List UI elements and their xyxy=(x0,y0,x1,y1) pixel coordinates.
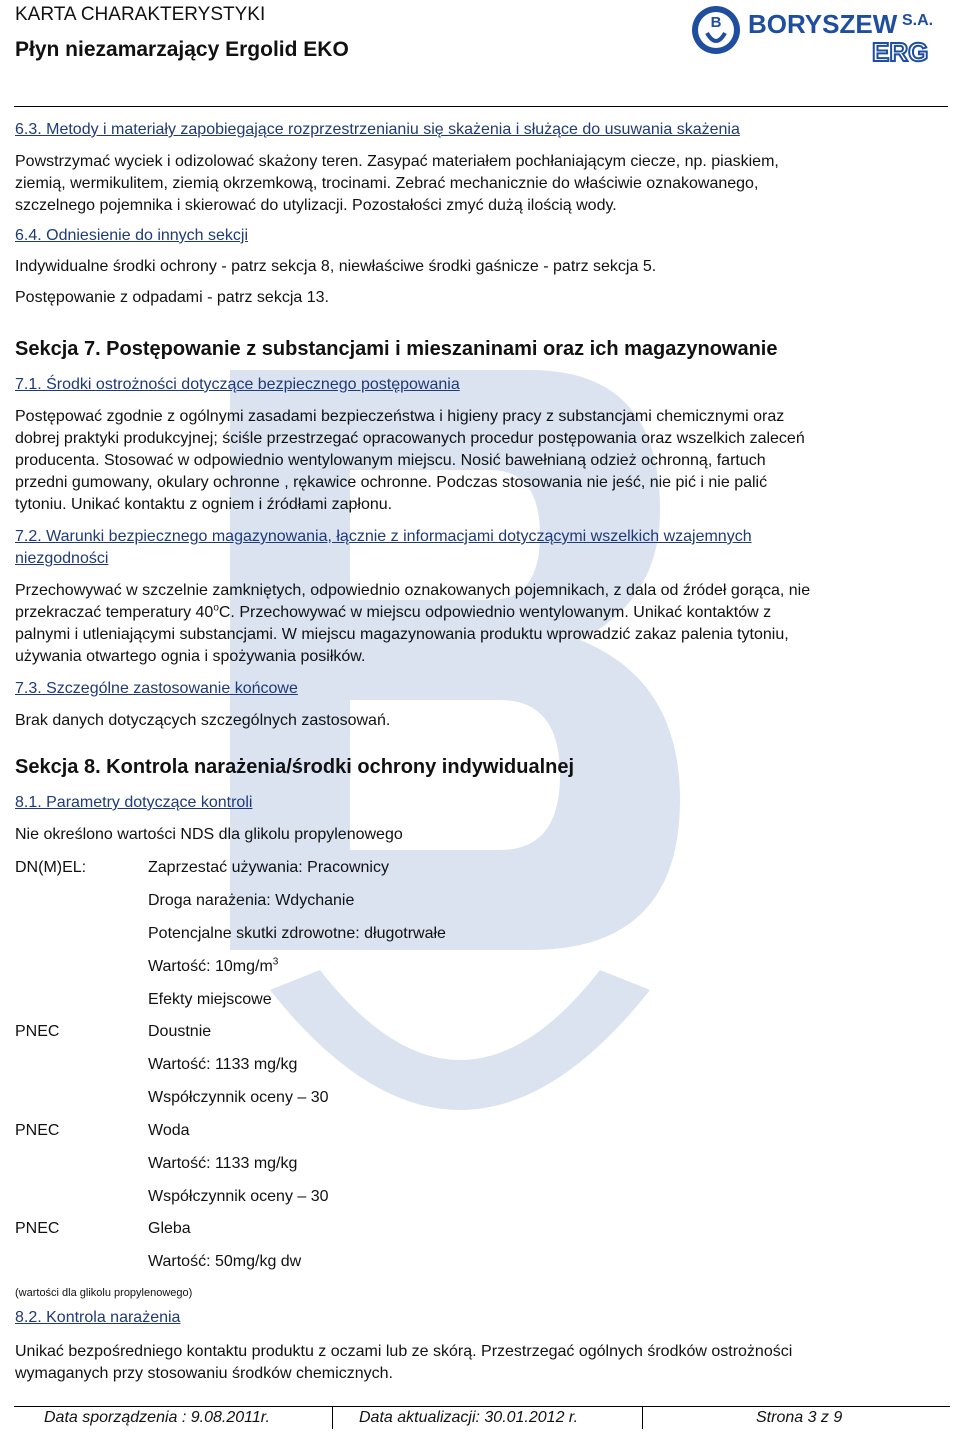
pnec-value-1: Wartość: 1133 mg/kg xyxy=(148,1056,298,1073)
s72-heading-2: niezgodności xyxy=(15,550,109,567)
s72-line-1: Przechowywać w szczelnie zamkniętych, odpowiednio oznakowanych pojemnikach, z dala od źródeł gorąca, nie xyxy=(15,582,811,599)
pnec-name-3: Gleba xyxy=(148,1220,191,1237)
s72-heading-1: 7.2. Warunki bezpiecznego magazynowania, łącznie z informacjami dotyczącymi wszelkich wzajemnych xyxy=(15,528,752,545)
section-7-title: Sekcja 7. Postępowanie z substancjami i mieszaninami oraz ich magazynowanie xyxy=(15,338,778,360)
s64-line-2: Postępowanie z odpadami - patrz sekcja 13. xyxy=(15,289,329,306)
s71-heading: 7.1. Środki ostrożności dotyczące bezpiecznego postępowania xyxy=(15,376,460,393)
dnel-wartosc: Wartość: $10mg/m^3$ xyxy=(148,956,279,975)
s71-line-1: Postępować zgodnie z ogólnymi zasadami bezpieczeństwa i higieny pracy z substancjami chemicznymi oraz xyxy=(15,408,785,425)
svg-text:B: B xyxy=(710,14,722,31)
pnec-name-2: Woda xyxy=(148,1122,190,1139)
pnec-label-2: PNEC xyxy=(15,1122,60,1139)
footer-page-number: Strona 3 z 9 xyxy=(756,1409,843,1426)
s81-intro: Nie określono wartości NDS dla glikolu propylenowego xyxy=(15,826,403,843)
s82-heading: 8.2. Kontrola narażenia xyxy=(15,1309,181,1326)
dnel-value-1: Zaprzestać używania: Pracownicy xyxy=(148,859,389,876)
s64-line-1: Indywidualne środki ochrony - patrz sekcja 8, niewłaściwe środki gaśnicze - patrz sekcja 5. xyxy=(15,258,657,275)
footer-prepared-date: Data sporządzenia : 9.08.2011r. xyxy=(44,1409,270,1426)
s64-heading: 6.4. Odniesienie do innych sekcji xyxy=(15,227,249,244)
document-type: KARTA CHARAKTERYSTYKI xyxy=(15,4,266,25)
s73-heading: 7.3. Szczególne zastosowanie końcowe xyxy=(15,680,298,697)
s71-line-3: producenta. Stosować w odpowiednio wentylowanym miejscu. Nosić bawełnianą odzież ochronną, fartuch xyxy=(15,452,766,469)
pnec-factor-1: Współczynnik oceny – 30 xyxy=(148,1089,329,1106)
dnel-label: DN(M)EL: xyxy=(15,859,87,876)
svg-text:BORYSZEW: BORYSZEW xyxy=(748,9,898,39)
pnec-name-1: Doustnie xyxy=(148,1023,212,1040)
s71-line-2: dobrej praktyki produkcyjnej; ściśle przestrzegać opracowanych procedur postępowania oraz wszelkich zaleceń xyxy=(15,430,805,447)
svg-text:S.A.: S.A. xyxy=(902,12,934,29)
s72-line-3: używania otwartego ognia i spożywania posiłków. xyxy=(15,648,366,665)
dnel-value-2: Droga narażenia: Wdychanie xyxy=(148,892,355,909)
page-footer xyxy=(14,1406,950,1428)
svg-text:ERG: ERG xyxy=(872,37,929,67)
s63-line-3: szczelnego pojemnika i skierować do utylizacji. Pozostałości zmyć dużą ilością wody. xyxy=(15,197,617,214)
footer-divider-1 xyxy=(332,1407,333,1429)
s72-line-temp: przekraczać temperatury 40$^o$C. Przechowywać w miejscu odpowiednio wentylowanym. Unikać kontaktów z xyxy=(15,602,772,621)
footer-updated-date: Data aktualizacji: 30.01.2012 r. xyxy=(359,1409,579,1426)
section-8-title: Sekcja 8. Kontrola narażenia/środki ochrony indywidualnej xyxy=(15,756,575,778)
values-note: (wartości dla glikolu propylenowego) xyxy=(15,1287,193,1299)
s71-line-5: tytoniu. Unikać kontaktu z ogniem i źródłami zapłonu. xyxy=(15,496,393,513)
pnec-value-3: Wartość: 50mg/kg dw xyxy=(148,1253,302,1270)
dnel-effects: Efekty miejscowe xyxy=(148,991,272,1008)
s71-line-4: przedni gumowany, okulary ochronne , rękawice ochronne. Podczas stosowania nie jeść, nie pić i nie palić xyxy=(15,474,768,491)
pnec-value-2: Wartość: 1133 mg/kg xyxy=(148,1155,298,1172)
footer-divider-2 xyxy=(642,1407,643,1429)
pnec-factor-2: Współczynnik oceny – 30 xyxy=(148,1188,329,1205)
s73-text: Brak danych dotyczących szczególnych zastosowań. xyxy=(15,712,391,729)
s63-heading: 6.3. Metody i materiały zapobiegające rozprzestrzenianiu się skażenia i służące do usuwania skażenia xyxy=(15,121,740,138)
dnel-value-3: Potencjalne skutki zdrowotne: długotrwałe xyxy=(148,925,446,942)
boryszew-logo xyxy=(690,3,952,67)
header-divider xyxy=(14,106,948,107)
s63-line-1: Powstrzymać wyciek i odizolować skażony teren. Zasypać materiałem pochłaniającym ciecze, np. piaskiem, xyxy=(15,153,779,170)
pnec-label-1: PNEC xyxy=(15,1023,60,1040)
s82-line-1: Unikać bezpośredniego kontaktu produktu z oczami lub ze skórą. Przestrzegać ogólnych środków ostrożności xyxy=(15,1343,793,1360)
s63-line-2: ziemią, wermikulitem, ziemią okrzemkową, trocinami. Zebrać mechanicznie do właściwie oznakowanego, xyxy=(15,175,759,192)
s82-line-2: wymaganych przy stosowaniu środków chemicznych. xyxy=(15,1365,393,1382)
s81-heading: 8.1. Parametry dotyczące kontroli xyxy=(15,794,253,811)
pnec-label-3: PNEC xyxy=(15,1220,60,1237)
s72-line-2: palnymi i utleniającymi substancjami. W miejscu magazynowania produktu wprowadzić zakaz palenia tytoniu, xyxy=(15,626,789,643)
product-name: Płyn niezamarzający Ergolid EKO xyxy=(15,38,349,61)
